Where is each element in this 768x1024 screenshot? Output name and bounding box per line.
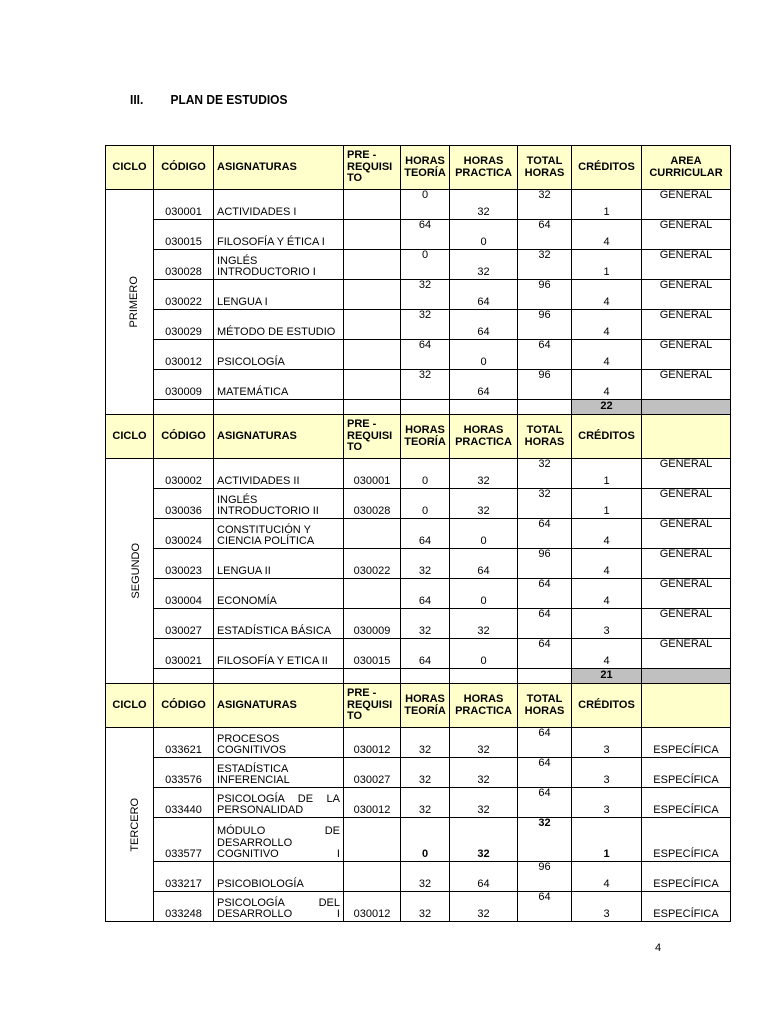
curricular-area: GENERAL <box>642 579 731 609</box>
credits: 3 <box>572 758 642 788</box>
study-plan-table <box>105 145 731 922</box>
practice-hours: 64 <box>450 370 518 400</box>
prerequisite <box>344 519 401 549</box>
table-row <box>106 609 731 639</box>
empty-cell <box>344 400 401 415</box>
subject-name: PSICOLOGÍA DEL DESARROLLO I <box>214 892 344 922</box>
prerequisite: 030001 <box>344 459 401 489</box>
theory-hours: 64 <box>401 519 450 549</box>
total-hours: 96 <box>518 549 572 579</box>
subject-code: 030024 <box>154 519 214 549</box>
prerequisite <box>344 310 401 340</box>
theory-hours: 32 <box>401 758 450 788</box>
subject-name: LENGUA I <box>214 280 344 310</box>
curricular-area: GENERAL <box>642 459 731 489</box>
curricular-area: GENERAL <box>642 340 731 370</box>
page-number: 4 <box>655 942 662 954</box>
subject-code: 030009 <box>154 370 214 400</box>
credits: 4 <box>572 862 642 892</box>
header-horas-teoria: HORAS TEORÍA <box>401 415 450 459</box>
credits: 4 <box>572 310 642 340</box>
subject-name: CONSTITUCIÓN Y CIENCIA POLÍTICA <box>214 519 344 549</box>
prerequisite: 030009 <box>344 609 401 639</box>
subject-code: 030015 <box>154 220 214 250</box>
credits: 1 <box>572 250 642 280</box>
theory-hours: 32 <box>401 370 450 400</box>
total-hours: 64 <box>518 788 572 818</box>
subject-code: 033621 <box>154 728 214 758</box>
practice-hours: 32 <box>450 788 518 818</box>
empty-cell <box>401 669 450 684</box>
credits: 4 <box>572 340 642 370</box>
subject-code: 030028 <box>154 250 214 280</box>
cycle-cell <box>106 728 154 922</box>
practice-hours: 32 <box>450 609 518 639</box>
theory-hours: 0 <box>401 250 450 280</box>
total-hours: 64 <box>518 609 572 639</box>
credits-total-row <box>106 400 731 415</box>
curricular-area: GENERAL <box>642 220 731 250</box>
header-horas-teoria: HORAS TEORÍA <box>401 684 450 728</box>
credits: 4 <box>572 639 642 669</box>
theory-hours: 64 <box>401 639 450 669</box>
prerequisite <box>344 280 401 310</box>
subject-code: 030022 <box>154 280 214 310</box>
table-row <box>106 459 731 489</box>
empty-cell <box>344 669 401 684</box>
empty-cell <box>518 400 572 415</box>
total-hours: 96 <box>518 370 572 400</box>
cycle-label: PRIMERO <box>127 276 140 328</box>
empty-cell <box>154 669 214 684</box>
practice-hours: 32 <box>450 818 518 862</box>
empty-cell <box>154 400 214 415</box>
table-row <box>106 370 731 400</box>
header-ciclo: CICLO <box>106 146 154 190</box>
section-title: PLAN DE ESTUDIOS <box>170 92 288 107</box>
credits: 3 <box>572 609 642 639</box>
curricular-area: GENERAL <box>642 639 731 669</box>
prerequisite <box>344 579 401 609</box>
theory-hours: 0 <box>401 818 450 862</box>
empty-cell <box>214 400 344 415</box>
curricular-area: ESPECÍFICA <box>642 728 731 758</box>
curricular-area: GENERAL <box>642 489 731 519</box>
header-row <box>106 415 731 459</box>
subject-name: LENGUA II <box>214 549 344 579</box>
practice-hours: 32 <box>450 489 518 519</box>
header-area-curricular: AREA CURRICULAR <box>642 146 731 190</box>
practice-hours: 32 <box>450 190 518 220</box>
practice-hours: 32 <box>450 892 518 922</box>
curricular-area: GENERAL <box>642 519 731 549</box>
theory-hours: 32 <box>401 728 450 758</box>
header-asignaturas: ASIGNATURAS <box>214 146 344 190</box>
subject-name: INGLÉS INTRODUCTORIO II <box>214 489 344 519</box>
header-creditos: CRÉDITOS <box>572 146 642 190</box>
header-area-curricular <box>642 684 731 728</box>
prerequisite <box>344 818 401 862</box>
subject-code: 033440 <box>154 788 214 818</box>
theory-hours: 64 <box>401 579 450 609</box>
theory-hours: 32 <box>401 549 450 579</box>
section-heading <box>130 92 287 107</box>
subject-name: PROCESOS COGNITIVOS <box>214 728 344 758</box>
table-row <box>106 310 731 340</box>
credits: 3 <box>572 892 642 922</box>
subject-code: 030012 <box>154 340 214 370</box>
total-credits: 22 <box>572 400 642 415</box>
subject-code: 030036 <box>154 489 214 519</box>
practice-hours: 64 <box>450 549 518 579</box>
subject-code: 033217 <box>154 862 214 892</box>
table-row <box>106 340 731 370</box>
header-ciclo: CICLO <box>106 684 154 728</box>
theory-hours: 0 <box>401 190 450 220</box>
subject-name: ESTADÍSTICA INFERENCIAL <box>214 758 344 788</box>
theory-hours: 32 <box>401 862 450 892</box>
table-row <box>106 579 731 609</box>
header-area-curricular <box>642 415 731 459</box>
subject-code: 033248 <box>154 892 214 922</box>
subject-code: 030027 <box>154 609 214 639</box>
table-row <box>106 758 731 788</box>
cycle-label: SEGUNDO <box>130 543 143 599</box>
prerequisite: 030015 <box>344 639 401 669</box>
curricular-area: GENERAL <box>642 190 731 220</box>
credits: 1 <box>572 489 642 519</box>
table-row <box>106 788 731 818</box>
prerequisite: 030027 <box>344 758 401 788</box>
header-codigo: CÓDIGO <box>154 684 214 728</box>
subject-code: 030023 <box>154 549 214 579</box>
theory-hours: 32 <box>401 788 450 818</box>
total-hours: 64 <box>518 519 572 549</box>
subject-name: MÉTODO DE ESTUDIO <box>214 310 344 340</box>
header-horas-teoria: HORAS TEORÍA <box>401 146 450 190</box>
credits: 1 <box>572 818 642 862</box>
curricular-area: GENERAL <box>642 280 731 310</box>
curricular-area: GENERAL <box>642 549 731 579</box>
empty-cell <box>518 669 572 684</box>
header-ciclo: CICLO <box>106 415 154 459</box>
header-codigo: CÓDIGO <box>154 415 214 459</box>
subject-name: ESTADÍSTICA BÁSICA <box>214 609 344 639</box>
practice-hours: 64 <box>450 862 518 892</box>
prerequisite: 030012 <box>344 728 401 758</box>
table-row <box>106 220 731 250</box>
empty-cell <box>214 669 344 684</box>
subject-name: MÓDULO DE DESARROLLO COGNITIVO I <box>214 818 344 862</box>
practice-hours: 0 <box>450 639 518 669</box>
subject-name: PSICOLOGÍA DE LA PERSONALIDAD <box>214 788 344 818</box>
theory-hours: 0 <box>401 459 450 489</box>
section-number: III. <box>130 92 144 107</box>
curricular-area: GENERAL <box>642 370 731 400</box>
subject-code: 030004 <box>154 579 214 609</box>
empty-cell <box>642 669 731 684</box>
header-total-horas: TOTAL HORAS <box>518 684 572 728</box>
subject-code: 030029 <box>154 310 214 340</box>
prerequisite: 030028 <box>344 489 401 519</box>
header-horas-practica: HORAS PRACTICA <box>450 684 518 728</box>
cycle-cell <box>106 190 154 415</box>
table-row <box>106 728 731 758</box>
subject-code: 030001 <box>154 190 214 220</box>
table-row <box>106 280 731 310</box>
practice-hours: 64 <box>450 280 518 310</box>
cycle-cell <box>106 459 154 684</box>
total-hours: 64 <box>518 220 572 250</box>
theory-hours: 32 <box>401 609 450 639</box>
subject-name: PSICOBIOLOGÍA <box>214 862 344 892</box>
curricular-area: GENERAL <box>642 609 731 639</box>
theory-hours: 32 <box>401 310 450 340</box>
theory-hours: 32 <box>401 892 450 922</box>
theory-hours: 0 <box>401 489 450 519</box>
curricular-area: ESPECÍFICA <box>642 862 731 892</box>
total-hours: 96 <box>518 280 572 310</box>
table-row <box>106 190 731 220</box>
practice-hours: 0 <box>450 519 518 549</box>
credits: 4 <box>572 579 642 609</box>
subject-name: FILOSOFÍA Y ETICA II <box>214 639 344 669</box>
subject-code: 030002 <box>154 459 214 489</box>
prerequisite: 030022 <box>344 549 401 579</box>
header-prerequisito: PRE - REQUISI TO <box>344 684 401 728</box>
curricular-area: ESPECÍFICA <box>642 892 731 922</box>
practice-hours: 0 <box>450 579 518 609</box>
prerequisite <box>344 370 401 400</box>
prerequisite <box>344 250 401 280</box>
prerequisite: 030012 <box>344 788 401 818</box>
total-hours: 64 <box>518 758 572 788</box>
table-row <box>106 250 731 280</box>
credits: 3 <box>572 788 642 818</box>
empty-cell <box>450 400 518 415</box>
subject-name: ACTIVIDADES I <box>214 190 344 220</box>
prerequisite <box>344 862 401 892</box>
subject-name: MATEMÁTICA <box>214 370 344 400</box>
practice-hours: 32 <box>450 459 518 489</box>
table-row <box>106 892 731 922</box>
practice-hours: 32 <box>450 250 518 280</box>
table-row <box>106 639 731 669</box>
curricular-area: ESPECÍFICA <box>642 818 731 862</box>
subject-code: 033576 <box>154 758 214 788</box>
table-row <box>106 818 731 862</box>
total-credits: 21 <box>572 669 642 684</box>
credits: 1 <box>572 459 642 489</box>
total-hours: 32 <box>518 250 572 280</box>
table-row <box>106 862 731 892</box>
empty-cell <box>401 400 450 415</box>
header-horas-practica: HORAS PRACTICA <box>450 415 518 459</box>
curricular-area: GENERAL <box>642 250 731 280</box>
prerequisite <box>344 220 401 250</box>
header-total-horas: TOTAL HORAS <box>518 146 572 190</box>
header-prerequisito: PRE - REQUISI TO <box>344 146 401 190</box>
total-hours: 32 <box>518 818 572 862</box>
total-hours: 64 <box>518 892 572 922</box>
header-creditos: CRÉDITOS <box>572 684 642 728</box>
credits-total-row <box>106 669 731 684</box>
theory-hours: 32 <box>401 280 450 310</box>
cycle-label: TERCERO <box>129 797 142 852</box>
total-hours: 96 <box>518 862 572 892</box>
header-row <box>106 684 731 728</box>
total-hours: 96 <box>518 310 572 340</box>
header-total-horas: TOTAL HORAS <box>518 415 572 459</box>
total-hours: 64 <box>518 639 572 669</box>
total-hours: 32 <box>518 459 572 489</box>
credits: 4 <box>572 519 642 549</box>
table-row <box>106 519 731 549</box>
total-hours: 32 <box>518 190 572 220</box>
table-row <box>106 489 731 519</box>
header-row <box>106 146 731 190</box>
header-horas-practica: HORAS PRACTICA <box>450 146 518 190</box>
header-asignaturas: ASIGNATURAS <box>214 684 344 728</box>
subject-code: 030021 <box>154 639 214 669</box>
prerequisite <box>344 190 401 220</box>
total-hours: 64 <box>518 728 572 758</box>
credits: 4 <box>572 280 642 310</box>
header-prerequisito: PRE - REQUISI TO <box>344 415 401 459</box>
table-row <box>106 549 731 579</box>
total-hours: 64 <box>518 340 572 370</box>
prerequisite <box>344 340 401 370</box>
prerequisite: 030012 <box>344 892 401 922</box>
practice-hours: 64 <box>450 310 518 340</box>
practice-hours: 0 <box>450 340 518 370</box>
subject-name: FILOSOFÍA Y ÉTICA I <box>214 220 344 250</box>
empty-cell <box>642 400 731 415</box>
total-hours: 32 <box>518 489 572 519</box>
credits: 4 <box>572 220 642 250</box>
subject-name: ECONOMÍA <box>214 579 344 609</box>
practice-hours: 0 <box>450 220 518 250</box>
subject-name: ACTIVIDADES II <box>214 459 344 489</box>
curricular-area: GENERAL <box>642 310 731 340</box>
subject-code: 033577 <box>154 818 214 862</box>
credits: 1 <box>572 190 642 220</box>
header-codigo: CÓDIGO <box>154 146 214 190</box>
credits: 4 <box>572 549 642 579</box>
total-hours: 64 <box>518 579 572 609</box>
credits: 3 <box>572 728 642 758</box>
credits: 4 <box>572 370 642 400</box>
curricular-area: ESPECÍFICA <box>642 758 731 788</box>
curricular-area: ESPECÍFICA <box>642 788 731 818</box>
subject-name: PSICOLOGÍA <box>214 340 344 370</box>
empty-cell <box>450 669 518 684</box>
practice-hours: 32 <box>450 758 518 788</box>
theory-hours: 64 <box>401 340 450 370</box>
header-asignaturas: ASIGNATURAS <box>214 415 344 459</box>
practice-hours: 32 <box>450 728 518 758</box>
theory-hours: 64 <box>401 220 450 250</box>
header-creditos: CRÉDITOS <box>572 415 642 459</box>
subject-name: INGLÉS INTRODUCTORIO I <box>214 250 344 280</box>
